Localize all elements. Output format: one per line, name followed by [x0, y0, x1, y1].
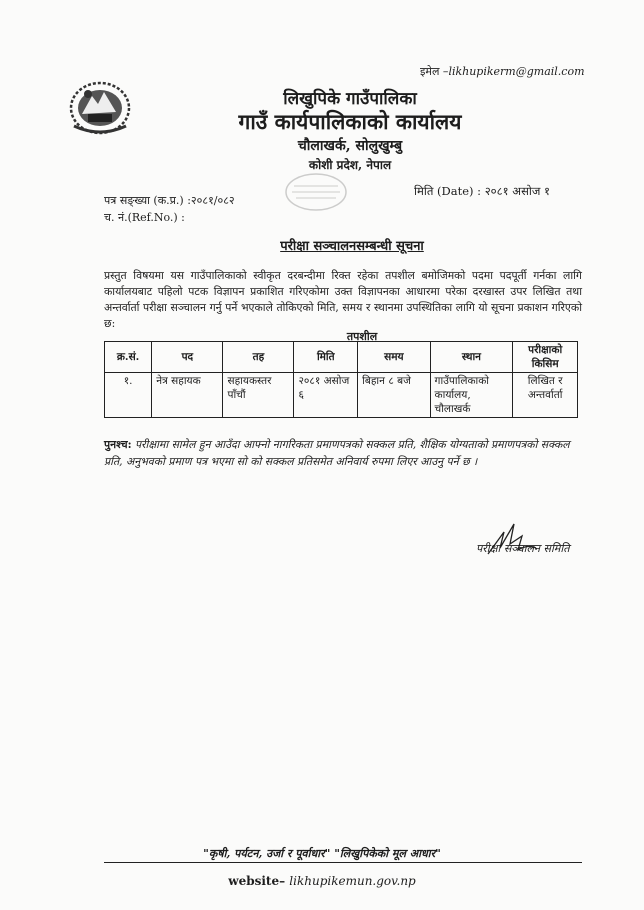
reference-number: च. नं.(Ref.No.) :	[104, 211, 185, 224]
office-name: गाउँ कार्यपालिकाको कार्यालय	[238, 109, 462, 134]
email-label: इमेल –	[420, 65, 449, 78]
notice-subject: परीक्षा सञ्चालनसम्बन्धी सूचना	[280, 239, 424, 254]
cell-level: सहायकस्तर पाँचौं	[223, 373, 294, 418]
table-row	[105, 373, 578, 418]
website-url[interactable]: likhupikemun.gov.np	[289, 874, 416, 888]
footer-motto: "कृषी, पर्यटन, उर्जा र पूर्वाधार" "लिखुपिकेको मूल आधार"	[203, 847, 441, 860]
col-venue: स्थान	[430, 342, 513, 373]
table-caption: तपशील	[346, 330, 378, 343]
email-line	[420, 64, 585, 79]
website-label: website–	[228, 874, 286, 888]
letter-date: मिति (Date) : २०८१ असोज १	[414, 184, 550, 198]
office-location: चौलाखर्क, सोलुखुम्बु	[297, 138, 403, 154]
col-time: समय	[358, 342, 430, 373]
col-serial: क्र.सं.	[105, 342, 152, 373]
exam-schedule-table	[104, 341, 578, 418]
cell-date: २०८१ असोज ६	[294, 373, 358, 418]
cell-post: नेत्र सहायक	[152, 373, 223, 418]
col-post: पद	[152, 342, 223, 373]
municipality-name: लिखुपिके गाउँपालिका	[283, 89, 417, 109]
cell-serial: १.	[105, 373, 152, 418]
letter-number: पत्र सङ्ख्या (क.प्र.) :२०८१/०८२	[104, 194, 235, 207]
province-country: कोशी प्रदेश, नेपाल	[308, 158, 392, 172]
signature-icon	[474, 514, 544, 564]
col-level: तह	[223, 342, 294, 373]
col-date: मिति	[294, 342, 358, 373]
postscript-label: पुनश्च:	[104, 438, 132, 451]
postscript-note	[104, 436, 582, 470]
table-header-row	[105, 342, 578, 373]
cell-time: बिहान ८ बजे	[358, 373, 430, 418]
reference-block	[104, 192, 235, 226]
cell-exam-type: लिखित र अन्तर्वार्ता	[513, 373, 578, 418]
cell-venue: गाउँपालिकाको कार्यालय, चौलाखर्क	[430, 373, 513, 418]
notice-body: प्रस्तुत विषयमा यस गाउँपालिकाको स्वीकृत दरबन्दीमा रिक्त रहेका तपशील बमोजिमको पदमा पदपूर्ती गर्नका लागि कार्यालयबाट पहिलो पटक विज्ञापन प्रकाशित गरिएकोमा उक्त विज्ञापनका आधारमा परेका दरखास्त उपर लिखित तथा अन्तर्वार्ता परीक्षा सञ्चालन गर्नु पर्ने भएकाले तोकिएको मिति, समय र स्थानमा उपस्थितिका लागि यो सूचना प्रकाशन गरिएको छ:	[104, 269, 582, 330]
footer-divider	[104, 862, 582, 863]
footer-website	[0, 874, 644, 888]
signatory-committee: परीक्षा सञ्चालन समिति	[476, 542, 570, 555]
email-address[interactable]: likhupikerm@gmail.com	[448, 65, 585, 78]
postscript-text: परीक्षामा सामेल हुन आउँदा आफ्नो नागरिकता प्रमाणपत्रको सक्कल प्रति, शैक्षिक योग्यताको प्रमाणपत्रको सक्कल प्रति, अनुभवको प्रमाण पत्र भएमा सो को सक्कल प्रतिसमेत अनिवार्य रुपमा लिएर आउनु पर्ने छ ।	[104, 438, 570, 468]
col-exam-type: परीक्षाको किसिम	[513, 342, 578, 373]
office-stamp-icon	[284, 172, 348, 212]
